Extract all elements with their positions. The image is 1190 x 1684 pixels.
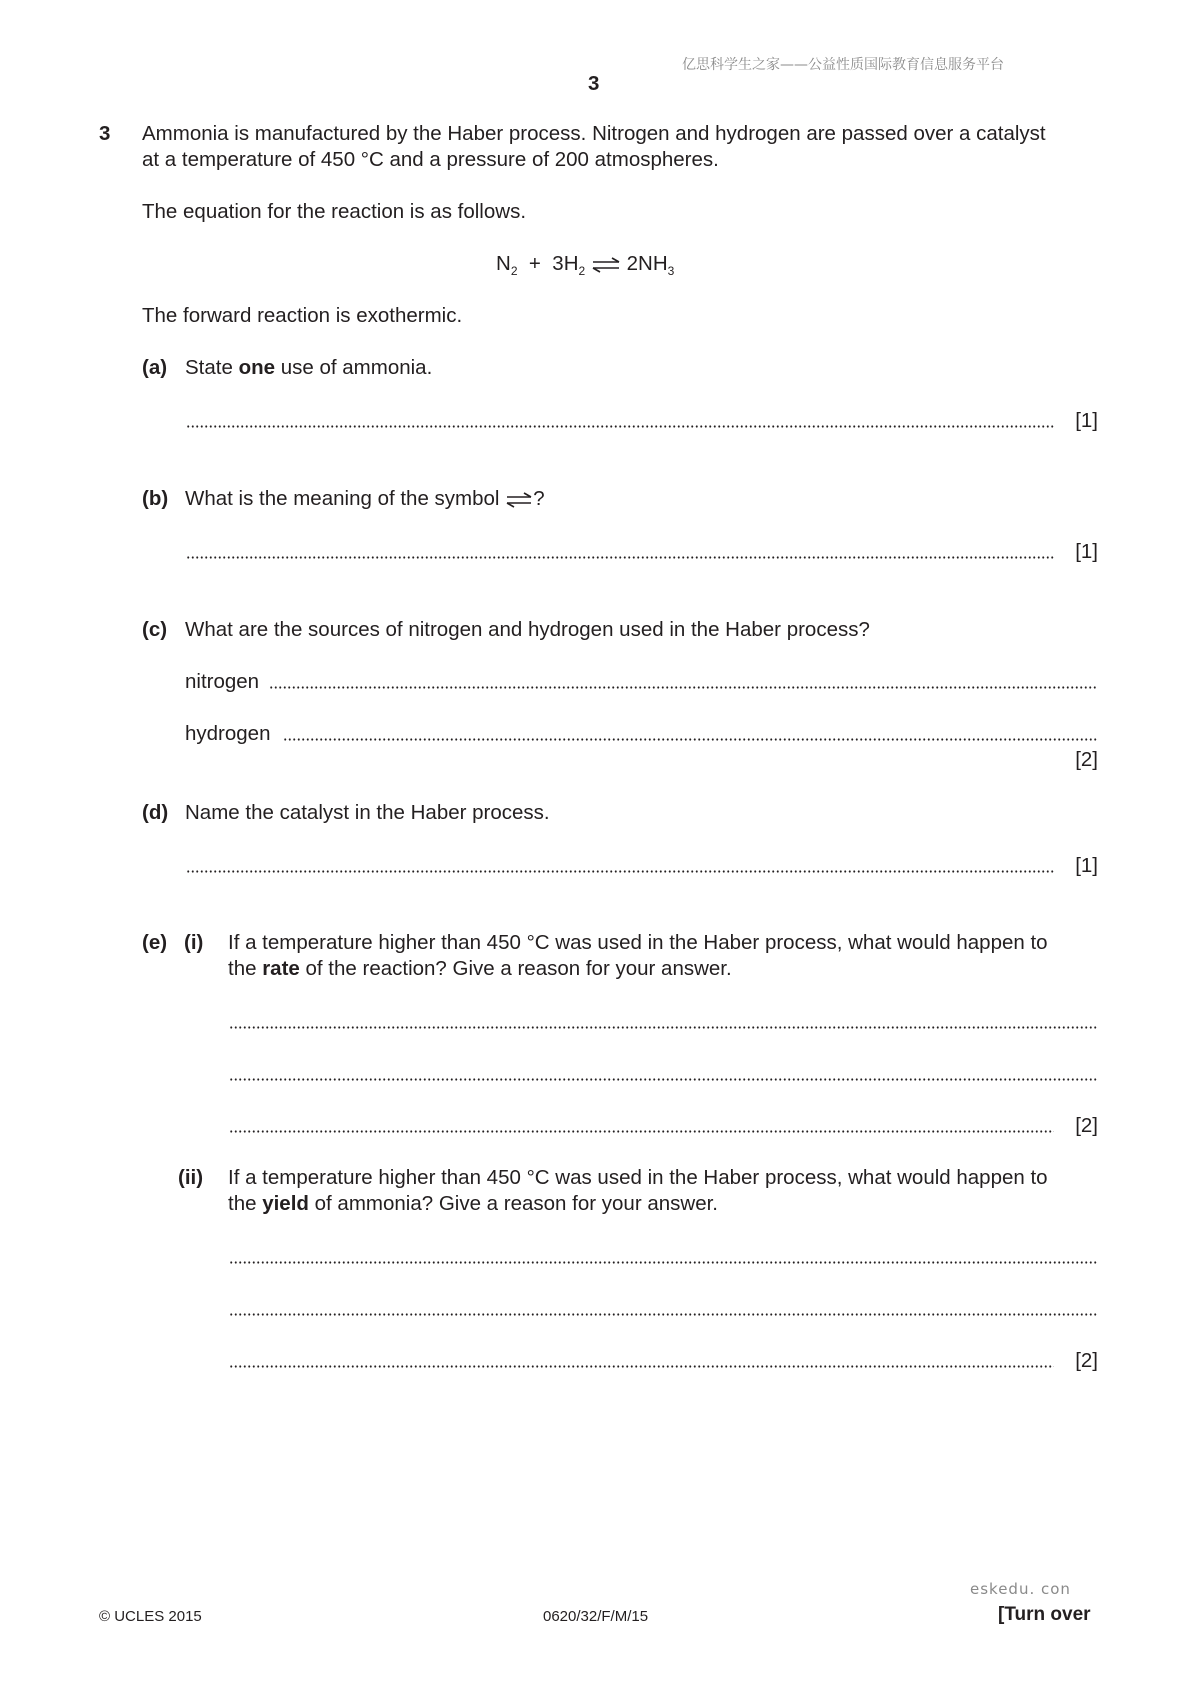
part-d-mark: [1] [1075,854,1098,877]
part-e-i-mark: [2] [1075,1114,1098,1137]
part-c-question: What are the sources of nitrogen and hydrogen used in the Haber process? [185,618,870,641]
part-e-i-line-1: If a temperature higher than 450 °C was used in the Haber process, what would happen to [228,931,1048,954]
intro-line-1: Ammonia is manufactured by the Haber process. Nitrogen and hydrogen are passed over a catalyst [142,122,1046,145]
part-e-ii-text-before: the [228,1192,257,1215]
watermark-top: 亿思科学生之家——公益性质国际教育信息服务平台 [682,57,1004,73]
equilibrium-symbol-icon [505,492,533,508]
question-number: 3 [99,122,111,145]
eq-h2-sub: 2 [578,264,586,278]
copyright: © UCLES 2015 [99,1608,202,1625]
answer-line-d[interactable] [186,853,1054,875]
answer-line-nitrogen[interactable] [269,669,1097,691]
part-d-label: (d) [142,801,169,824]
part-e-i-label: (i) [184,931,204,954]
answer-line-a[interactable] [186,408,1054,430]
turn-over: [Turn over [998,1604,1091,1625]
part-e-ii-label: (ii) [178,1166,204,1189]
paper-code: 0620/32/F/M/15 [543,1608,649,1625]
answer-line-e-ii-2[interactable] [229,1296,1097,1318]
equilibrium-arrow-icon [591,257,621,273]
part-e-i-text-bold: rate [262,957,300,980]
part-a-text-before: State [185,356,233,379]
answer-line-e-i-1[interactable] [229,1009,1097,1031]
part-c-mark: [2] [1075,748,1098,771]
answer-line-e-i-3[interactable] [229,1113,1054,1135]
part-e-i-line-2 [228,956,732,982]
part-c-label: (c) [142,618,168,641]
eq-product-sub: 3 [667,264,675,278]
intro-line-2: at a temperature of 450 °C and a pressure of 200 atmospheres. [142,148,719,171]
eq-product: 2NH [626,252,668,275]
answer-line-e-i-2[interactable] [229,1061,1097,1083]
part-b-mark: [1] [1075,540,1098,563]
part-a-question [185,355,432,381]
part-b-question [185,486,545,512]
hydrogen-label: hydrogen [185,722,271,745]
equation-intro: The equation for the reaction is as follows. [142,200,527,223]
eq-n2-sub: 2 [510,264,518,278]
part-e-ii-line-2 [228,1191,718,1217]
part-e-ii-text-bold: yield [262,1192,309,1215]
answer-line-hydrogen[interactable] [283,721,1097,743]
part-e-i-text-before: the [228,957,257,980]
watermark-bottom: eskedu. con [970,1580,1071,1598]
answer-line-e-ii-3[interactable] [229,1348,1054,1370]
part-b-label: (b) [142,487,169,510]
nitrogen-label: nitrogen [185,670,260,693]
exothermic-statement: The forward reaction is exothermic. [142,304,463,327]
chemical-equation [496,251,674,277]
part-b-text: What is the meaning of the symbol [185,487,500,510]
part-d-question: Name the catalyst in the Haber process. [185,801,550,824]
eq-h2: 3H [552,252,579,275]
eq-plus: + [528,252,541,275]
part-e-ii-text-after: of ammonia? Give a reason for your answer. [314,1192,718,1215]
answer-line-b[interactable] [186,539,1054,561]
part-e-ii-line-1: If a temperature higher than 450 °C was used in the Haber process, what would happen to [228,1166,1048,1189]
page-number: 3 [588,72,600,95]
answer-line-e-ii-1[interactable] [229,1244,1097,1266]
part-e-i-text-after: of the reaction? Give a reason for your answer. [305,957,732,980]
part-a-label: (a) [142,356,168,379]
part-e-label: (e) [142,931,168,954]
part-a-text-bold: one [238,356,276,379]
eq-n2: N [496,252,511,275]
part-a-text-after: use of ammonia. [280,356,433,379]
part-a-mark: [1] [1075,409,1098,432]
part-b-text-end: ? [533,487,545,510]
part-e-ii-mark: [2] [1075,1349,1098,1372]
